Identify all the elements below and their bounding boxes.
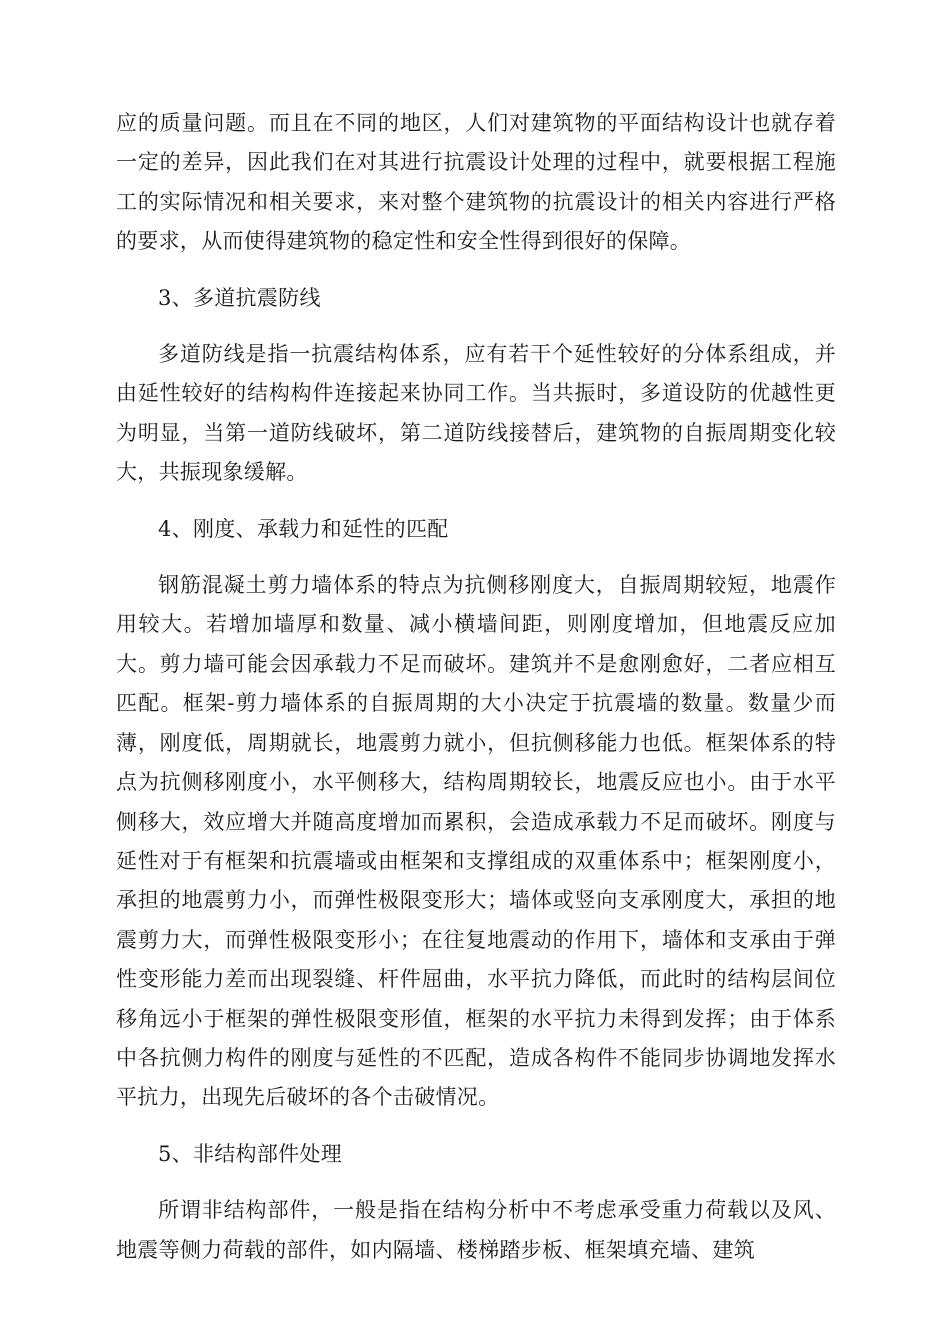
paragraph-continuation: 应的质量问题。而且在不同的地区，人们对建筑物的平面结构设计也就存着一定的差异，因此我们在对其进行抗震设计处理的过程中，就要根据工程施工的实际情况和相关要求，来对整个建筑物的抗震设计的相关内容进行严格的要求，从而使得建筑物的稳定性和安全性得到很好的保障。 [116, 111, 836, 254]
document-body [116, 104, 836, 1287]
section-heading-4: 4、刚度、承载力和延性的匹配 [158, 516, 449, 541]
paragraph-stiffness-capacity-ductility: 钢筋混凝土剪力墙体系的特点为抗侧移刚度大，自振周期较短，地震作用较大。若增加墙厚和数量、减小横墙间距，则刚度增加，但地震反应加大。剪力墙可能会因承载力不足而破坏。建筑并不是愈刚愈好，二者应相互匹配。框架-剪力墙体系的自振周期的大小决定于抗震墙的数量。数量少而薄，刚度低，周期就长，地震剪力就小，但抗侧移能力也低。框架体系的特点为抗侧移刚度小，水平侧移大，结构周期较长，地震反应也小。由于水平侧移大，效应增大并随高度增加而累积，会造成承载力不足而破坏。刚度与延性对于有框架和抗震墙或由框架和支撑组成的双重体系中；框架刚度小，承担的地震剪力小，而弹性极限变形大；墙体或竖向支承刚度大，承担的地震剪力大，而弹性极限变形小；在往复地震动的作用下，墙体和支承由于弹性变形能力差而出现裂缝、杆件屈曲，水平抗力降低，而此时的结构层间位移角远小于框架的弹性极限变形值，框架的水平抗力未得到发挥；由于体系中各抗侧力构件的刚度与延性的不匹配，造成各构件不能同步协调地发挥水平抗力，出现先后破坏的各个击破情况。 [116, 573, 836, 1110]
paragraph-non-structural-components: 所谓非结构部件，一般是指在结构分析中不考虑承受重力荷载以及风、地震等侧力荷载的部件，如内隔墙、楼梯踏步板、框架填充墙、建筑 [116, 1198, 836, 1262]
section-heading-3: 3、多道抗震防线 [158, 285, 321, 310]
paragraph-multiple-defense-lines: 多道防线是指一抗震结构体系，应有若干个延性较好的分体系组成，并由延性较好的结构构件连接起来协同工作。当共振时，多道设防的优越性更为明显，当第一道防线破坏，第二道防线接替后，建筑物的自振周期变化较大，共振现象缓解。 [116, 342, 836, 485]
section-heading-5: 5、非结构部件处理 [158, 1141, 343, 1166]
